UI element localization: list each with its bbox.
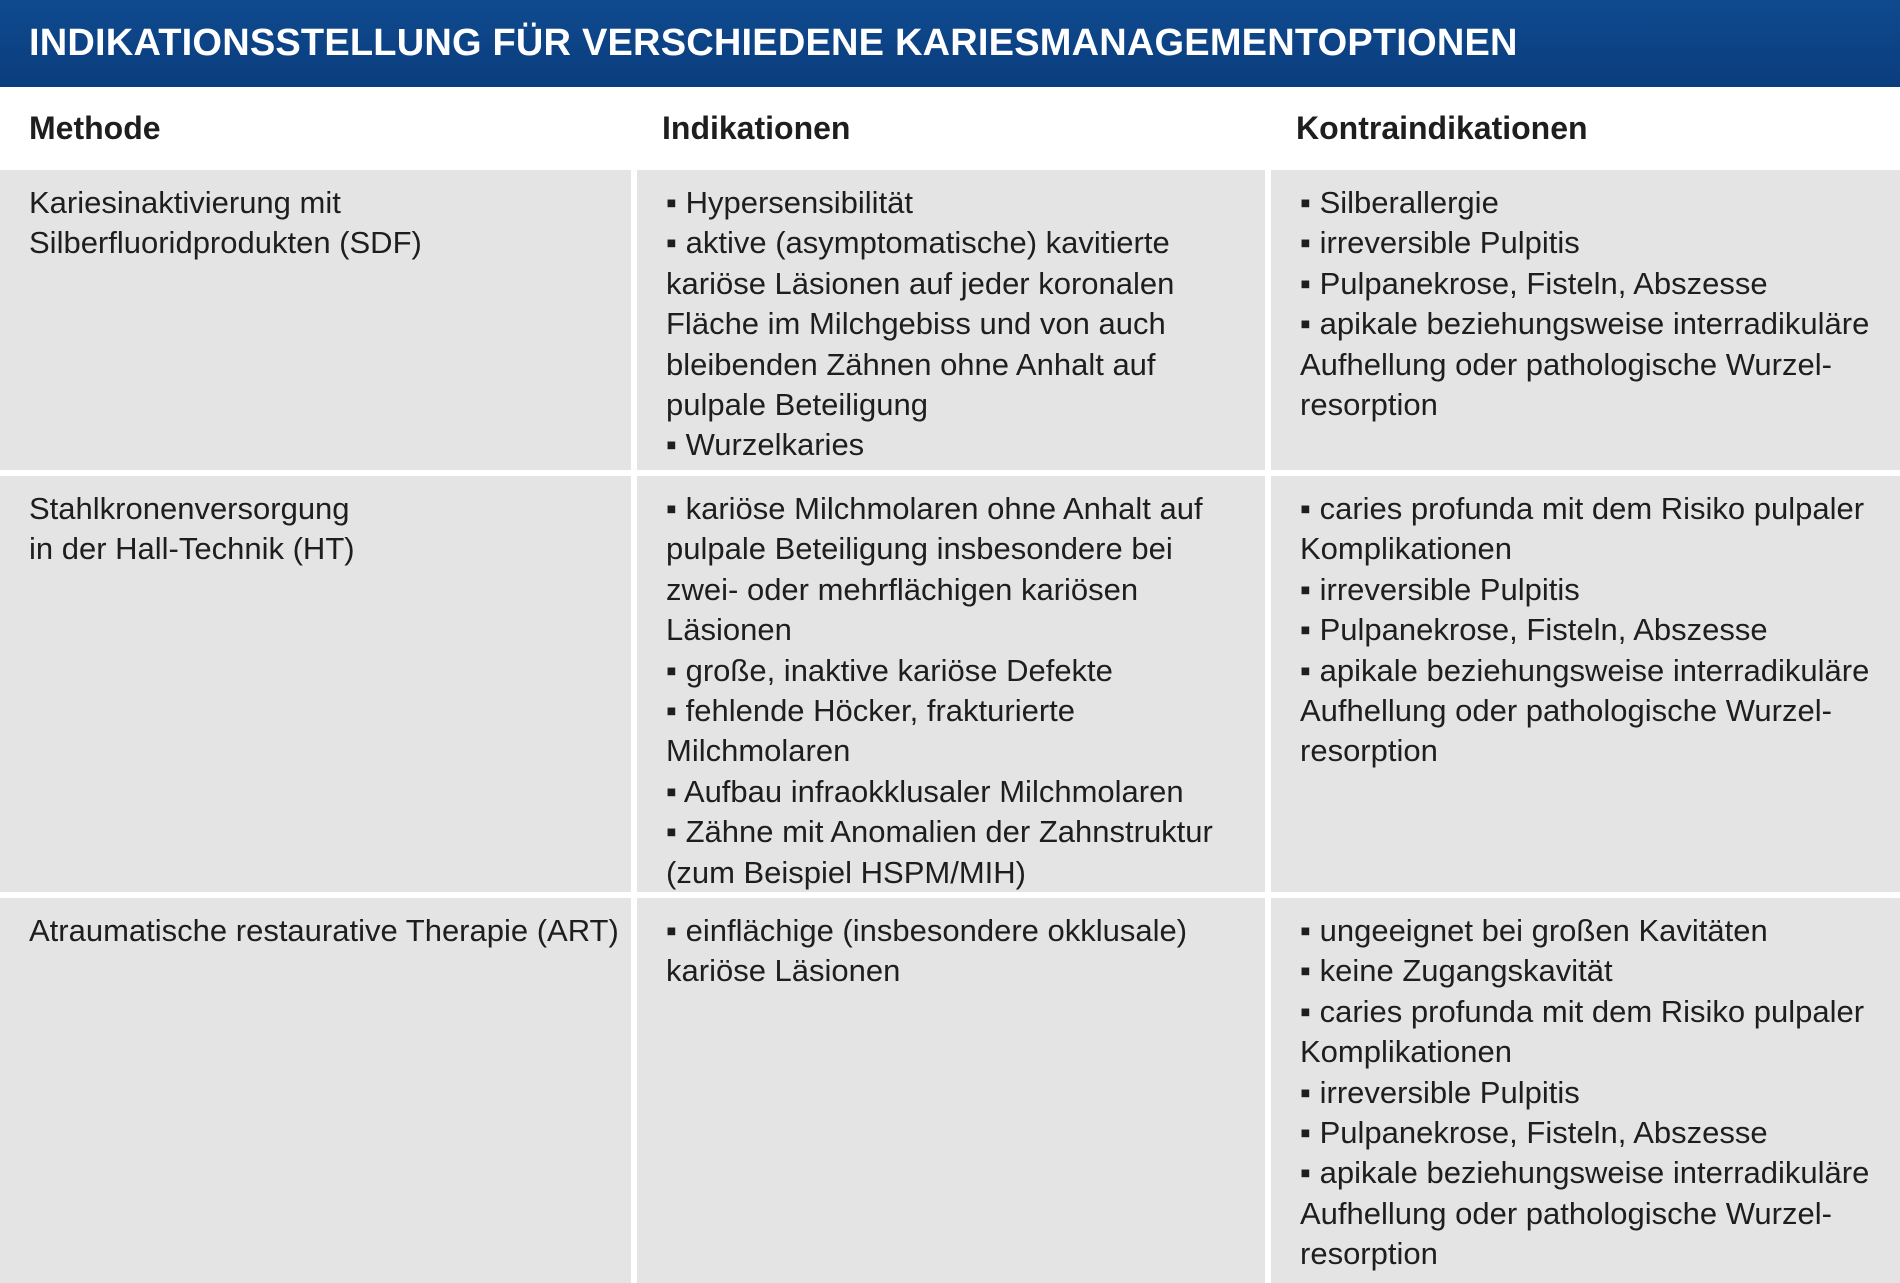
cell-line: Fläche im Milchgebiss und von auch	[666, 306, 1166, 342]
cell-line: ▪ keine Zugangskavität	[1300, 953, 1613, 989]
cell-line: Silberfluoridprodukten (SDF)	[29, 225, 422, 261]
cell-line: Aufhellung oder pathologische Wurzel-	[1300, 693, 1832, 729]
method-cell	[0, 170, 631, 470]
table-row	[0, 898, 1900, 1283]
cell-line: Aufhellung oder pathologische Wurzel-	[1300, 1195, 1832, 1231]
cell-line: ▪ irreversible Pulpitis	[1300, 571, 1580, 607]
cell-line: kariöse Läsionen	[666, 953, 901, 989]
method-cell	[0, 898, 631, 1283]
header-method: Methode	[29, 110, 161, 146]
title-bar	[0, 0, 1900, 87]
cell-line: Komplikationen	[1300, 531, 1512, 567]
header-row	[0, 87, 1900, 170]
cell-line: ▪ apikale beziehungsweise interradikuläre	[1300, 1155, 1870, 1191]
cell-line: ▪ apikale beziehungsweise interradikuläre	[1300, 652, 1870, 688]
cell-line: ▪ irreversible Pulpitis	[1300, 1074, 1580, 1110]
cell-line: Aufhellung oder pathologische Wurzel-	[1300, 346, 1832, 382]
indications-cell	[637, 898, 1265, 1283]
table-row	[0, 476, 1900, 892]
cell-line: Atraumatische restaurative Therapie (ART)	[29, 913, 619, 948]
contraindications-cell	[1271, 170, 1900, 470]
cell-line: ▪ große, inaktive kariöse Defekte	[666, 652, 1113, 688]
header-indications: Indikationen	[662, 110, 851, 146]
cell-line: kariöse Läsionen auf jeder koronalen	[666, 265, 1175, 301]
cell-line: ▪ Hypersensibilität	[666, 185, 914, 220]
cell-line: Stahlkronenversorgung	[29, 491, 350, 526]
indications-cell	[637, 170, 1265, 470]
cell-line: ▪ aktive (asymptomatische) kavitierte	[666, 225, 1170, 261]
cell-line: ▪ caries profunda mit dem Risiko pulpaler	[1300, 993, 1865, 1029]
cell-line: Komplikationen	[1300, 1034, 1512, 1070]
cell-line: ▪ apikale beziehungsweise interradikuläre	[1300, 306, 1870, 342]
cell-line: in der Hall-Technik (HT)	[29, 531, 355, 567]
cell-line: resorption	[1300, 387, 1438, 423]
method-cell	[0, 476, 631, 892]
cell-line: resorption	[1300, 733, 1438, 769]
cell-line: ▪ Zähne mit Anomalien der Zahnstruktur	[666, 814, 1213, 850]
cell-line: ▪ kariöse Milchmolaren ohne Anhalt auf	[666, 491, 1203, 526]
indications-cell	[637, 476, 1265, 892]
cell-line: Läsionen	[666, 612, 792, 648]
header-contraindications: Kontraindikationen	[1296, 110, 1588, 146]
table-title: INDIKATIONSSTELLUNG FÜR VERSCHIEDENE KARIESMANAGEMENTOPTIONEN	[29, 22, 1518, 64]
cell-line: ▪ Pulpanekrose, Fisteln, Abszesse	[1300, 1115, 1768, 1151]
cell-line: Kariesinaktivierung mit	[29, 185, 341, 220]
cell-line: pulpale Beteiligung	[666, 387, 928, 423]
cell-line: pulpale Beteiligung insbesondere bei	[666, 531, 1173, 567]
cell-line: ▪ caries profunda mit dem Risiko pulpaler	[1300, 491, 1865, 526]
cell-line: zwei- oder mehrflächigen kariösen	[666, 571, 1139, 607]
cell-line: ▪ einflächige (insbesondere okklusale)	[666, 913, 1188, 948]
cell-line: (zum Beispiel HSPM/MIH)	[666, 854, 1026, 890]
cell-line: ▪ Pulpanekrose, Fisteln, Abszesse	[1300, 612, 1768, 648]
cell-line: ▪ Pulpanekrose, Fisteln, Abszesse	[1300, 265, 1768, 301]
cell-line: ▪ Silberallergie	[1300, 185, 1499, 220]
cell-line: ▪ Aufbau infraokklusaler Milchmolaren	[666, 773, 1184, 809]
contraindications-cell	[1271, 898, 1900, 1283]
cell-line: resorption	[1300, 1236, 1438, 1272]
cell-line: ▪ ungeeignet bei großen Kavitäten	[1300, 913, 1768, 948]
cell-line: ▪ fehlende Höcker, frakturierte	[666, 693, 1076, 729]
cell-line: ▪ Wurzelkaries	[666, 427, 865, 463]
cell-line: ▪ irreversible Pulpitis	[1300, 225, 1580, 261]
cell-line: Milchmolaren	[666, 733, 851, 769]
table-row	[0, 170, 1900, 470]
cell-line: bleibenden Zähnen ohne Anhalt auf	[666, 346, 1156, 382]
contraindications-cell	[1271, 476, 1900, 892]
